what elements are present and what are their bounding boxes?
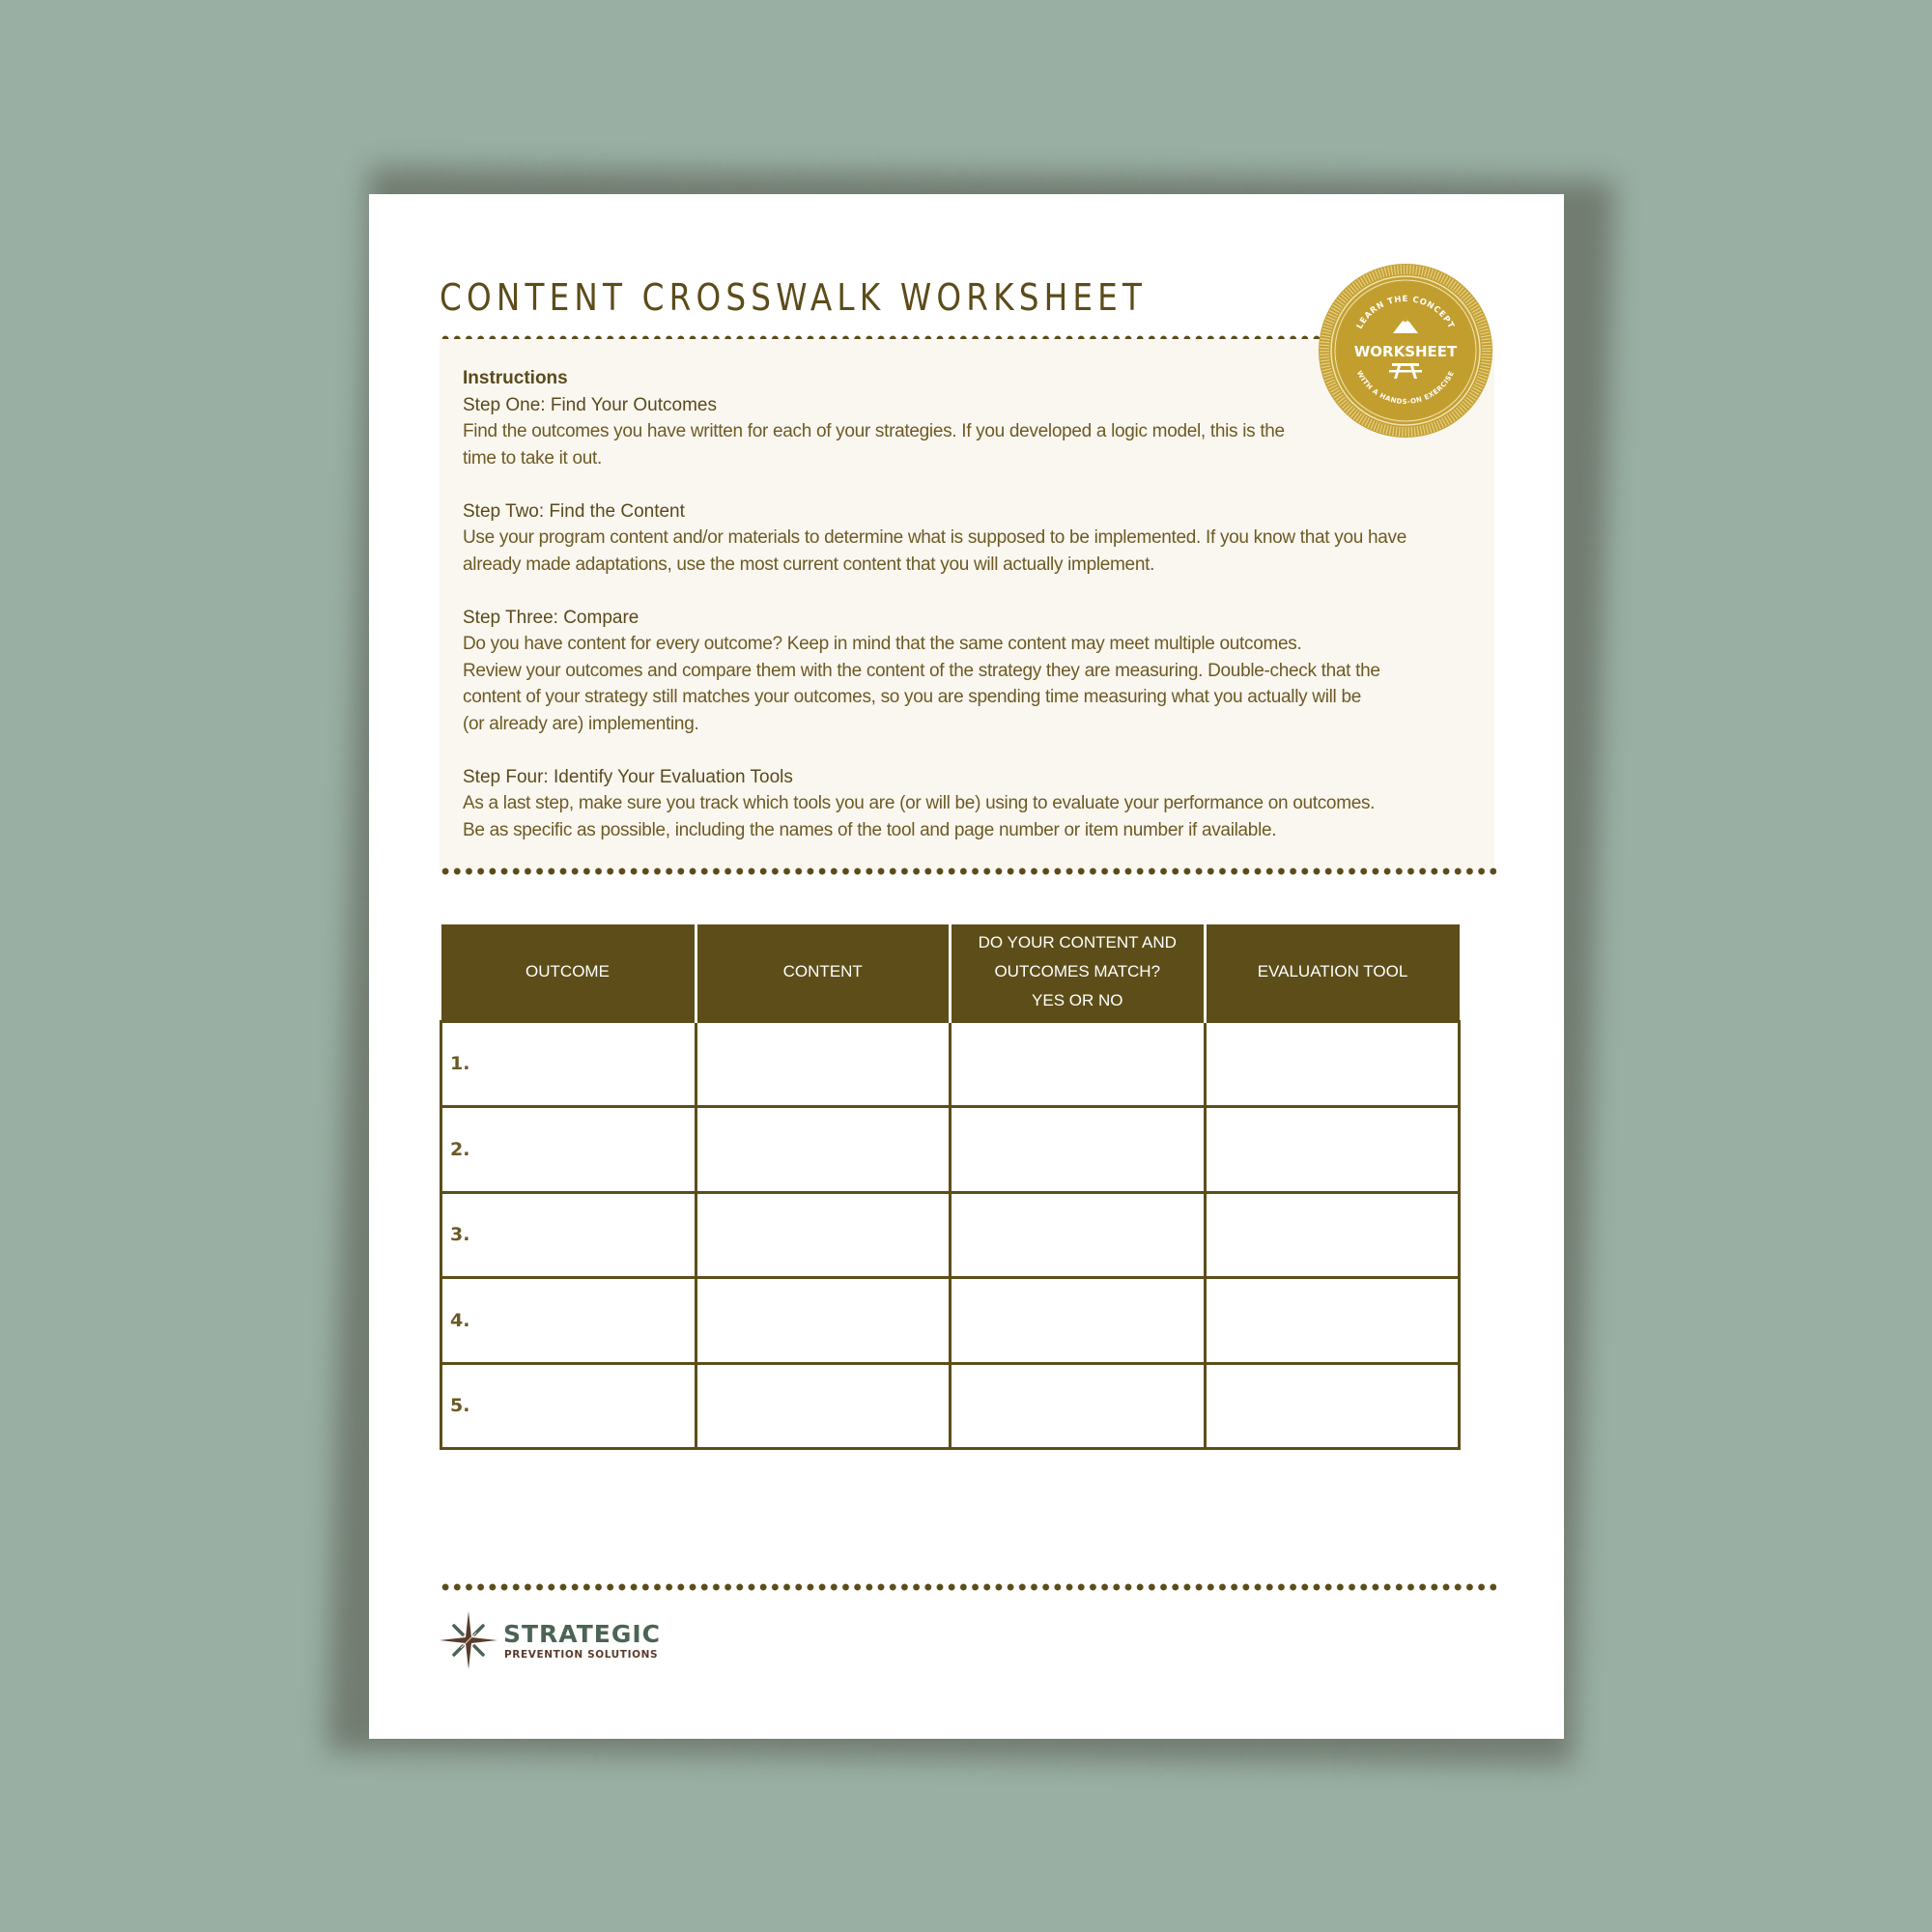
- dotted-divider-middle: [440, 867, 1496, 875]
- compass-star-icon: [440, 1610, 497, 1670]
- outcome-cell[interactable]: 2.: [441, 1107, 696, 1193]
- table-row: [441, 1278, 1460, 1364]
- evaluation-tool-cell[interactable]: [1205, 1363, 1460, 1449]
- step-two: [463, 498, 1471, 579]
- step-text-line: Do you have content for every outcome? Keep in mind that the same content may meet multiple outcomes.: [463, 634, 1302, 654]
- outcome-cell[interactable]: 5.: [441, 1363, 696, 1449]
- header-evaluation-tool: EVALUATION TOOL: [1205, 924, 1460, 1021]
- worksheet-page: [369, 194, 1564, 1739]
- worksheet-badge: [1318, 263, 1493, 439]
- content-cell[interactable]: [696, 1107, 951, 1193]
- dotted-divider-bottom: [440, 1583, 1496, 1591]
- instructions-heading: Instructions: [463, 368, 568, 388]
- header-match: DO YOUR CONTENT AND OUTCOMES MATCH? YES OR NO: [951, 924, 1206, 1021]
- step-title: Step One: Find Your Outcomes: [463, 394, 717, 415]
- step-three: [463, 605, 1471, 738]
- match-cell[interactable]: [951, 1021, 1206, 1107]
- evaluation-tool-cell[interactable]: [1205, 1107, 1460, 1193]
- match-cell[interactable]: [951, 1363, 1206, 1449]
- step-title: Step Two: Find the Content: [463, 500, 685, 522]
- page-title: CONTENT CROSSWALK WORKSHEET: [440, 276, 1148, 319]
- step-title: Step Four: Identify Your Evaluation Tools: [463, 766, 793, 787]
- match-cell[interactable]: [951, 1278, 1206, 1364]
- header-content: CONTENT: [696, 924, 951, 1021]
- crosswalk-table: [440, 924, 1461, 1450]
- step-four: [463, 764, 1471, 844]
- evaluation-tool-cell[interactable]: [1205, 1192, 1460, 1278]
- step-text-line: already made adaptations, use the most current content that you will actually implement.: [463, 554, 1155, 575]
- badge-top-text: LEARN THE CONCEPT: [1354, 294, 1457, 331]
- table-row: [441, 1021, 1460, 1107]
- match-cell[interactable]: [951, 1192, 1206, 1278]
- step-text-line: Review your outcomes and compare them with the content of the strategy they are measuring. Double-check that the: [463, 660, 1380, 681]
- table-row: [441, 1107, 1460, 1193]
- logo-subtitle: PREVENTION SOLUTIONS: [504, 1649, 659, 1661]
- step-text-line: Find the outcomes you have written for each of your strategies. If you developed a logic model, this is the: [463, 421, 1285, 441]
- outcome-cell[interactable]: 4.: [441, 1278, 696, 1364]
- badge-bottom-text: WITH A HANDS-ON EXERCISE: [1354, 369, 1457, 407]
- content-cell[interactable]: [696, 1021, 951, 1107]
- strategic-prevention-solutions-logo: [440, 1610, 671, 1668]
- table-row: [441, 1192, 1460, 1278]
- content-cell[interactable]: [696, 1363, 951, 1449]
- outcome-cell[interactable]: 3.: [441, 1192, 696, 1278]
- step-text-line: (or already are) implementing.: [463, 713, 699, 734]
- table-header-row: [441, 924, 1460, 1021]
- content-cell[interactable]: [696, 1192, 951, 1278]
- header-outcome: OUTCOME: [441, 924, 696, 1021]
- content-cell[interactable]: [696, 1278, 951, 1364]
- table-row: [441, 1363, 1460, 1449]
- evaluation-tool-cell[interactable]: [1205, 1021, 1460, 1107]
- evaluation-tool-cell[interactable]: [1205, 1278, 1460, 1364]
- step-text-line: As a last step, make sure you track which tools you are (or will be) using to evaluate your performance on outcomes.: [463, 793, 1376, 813]
- step-text-line: Use your program content and/or materials to determine what is supposed to be implemented. If you know that you have: [463, 527, 1406, 548]
- step-title: Step Three: Compare: [463, 607, 639, 628]
- outcome-cell[interactable]: 1.: [441, 1021, 696, 1107]
- logo-name: STRATEGIC: [503, 1620, 662, 1648]
- step-text-line: time to take it out.: [463, 447, 602, 469]
- step-text-line: Be as specific as possible, including the names of the tool and page number or item number if available.: [463, 819, 1277, 840]
- match-cell[interactable]: [951, 1107, 1206, 1193]
- step-text-line: content of your strategy still matches your outcomes, so you are spending time measuring what you actually will be: [463, 687, 1361, 707]
- badge-center-text: WORKSHEET: [1353, 343, 1458, 360]
